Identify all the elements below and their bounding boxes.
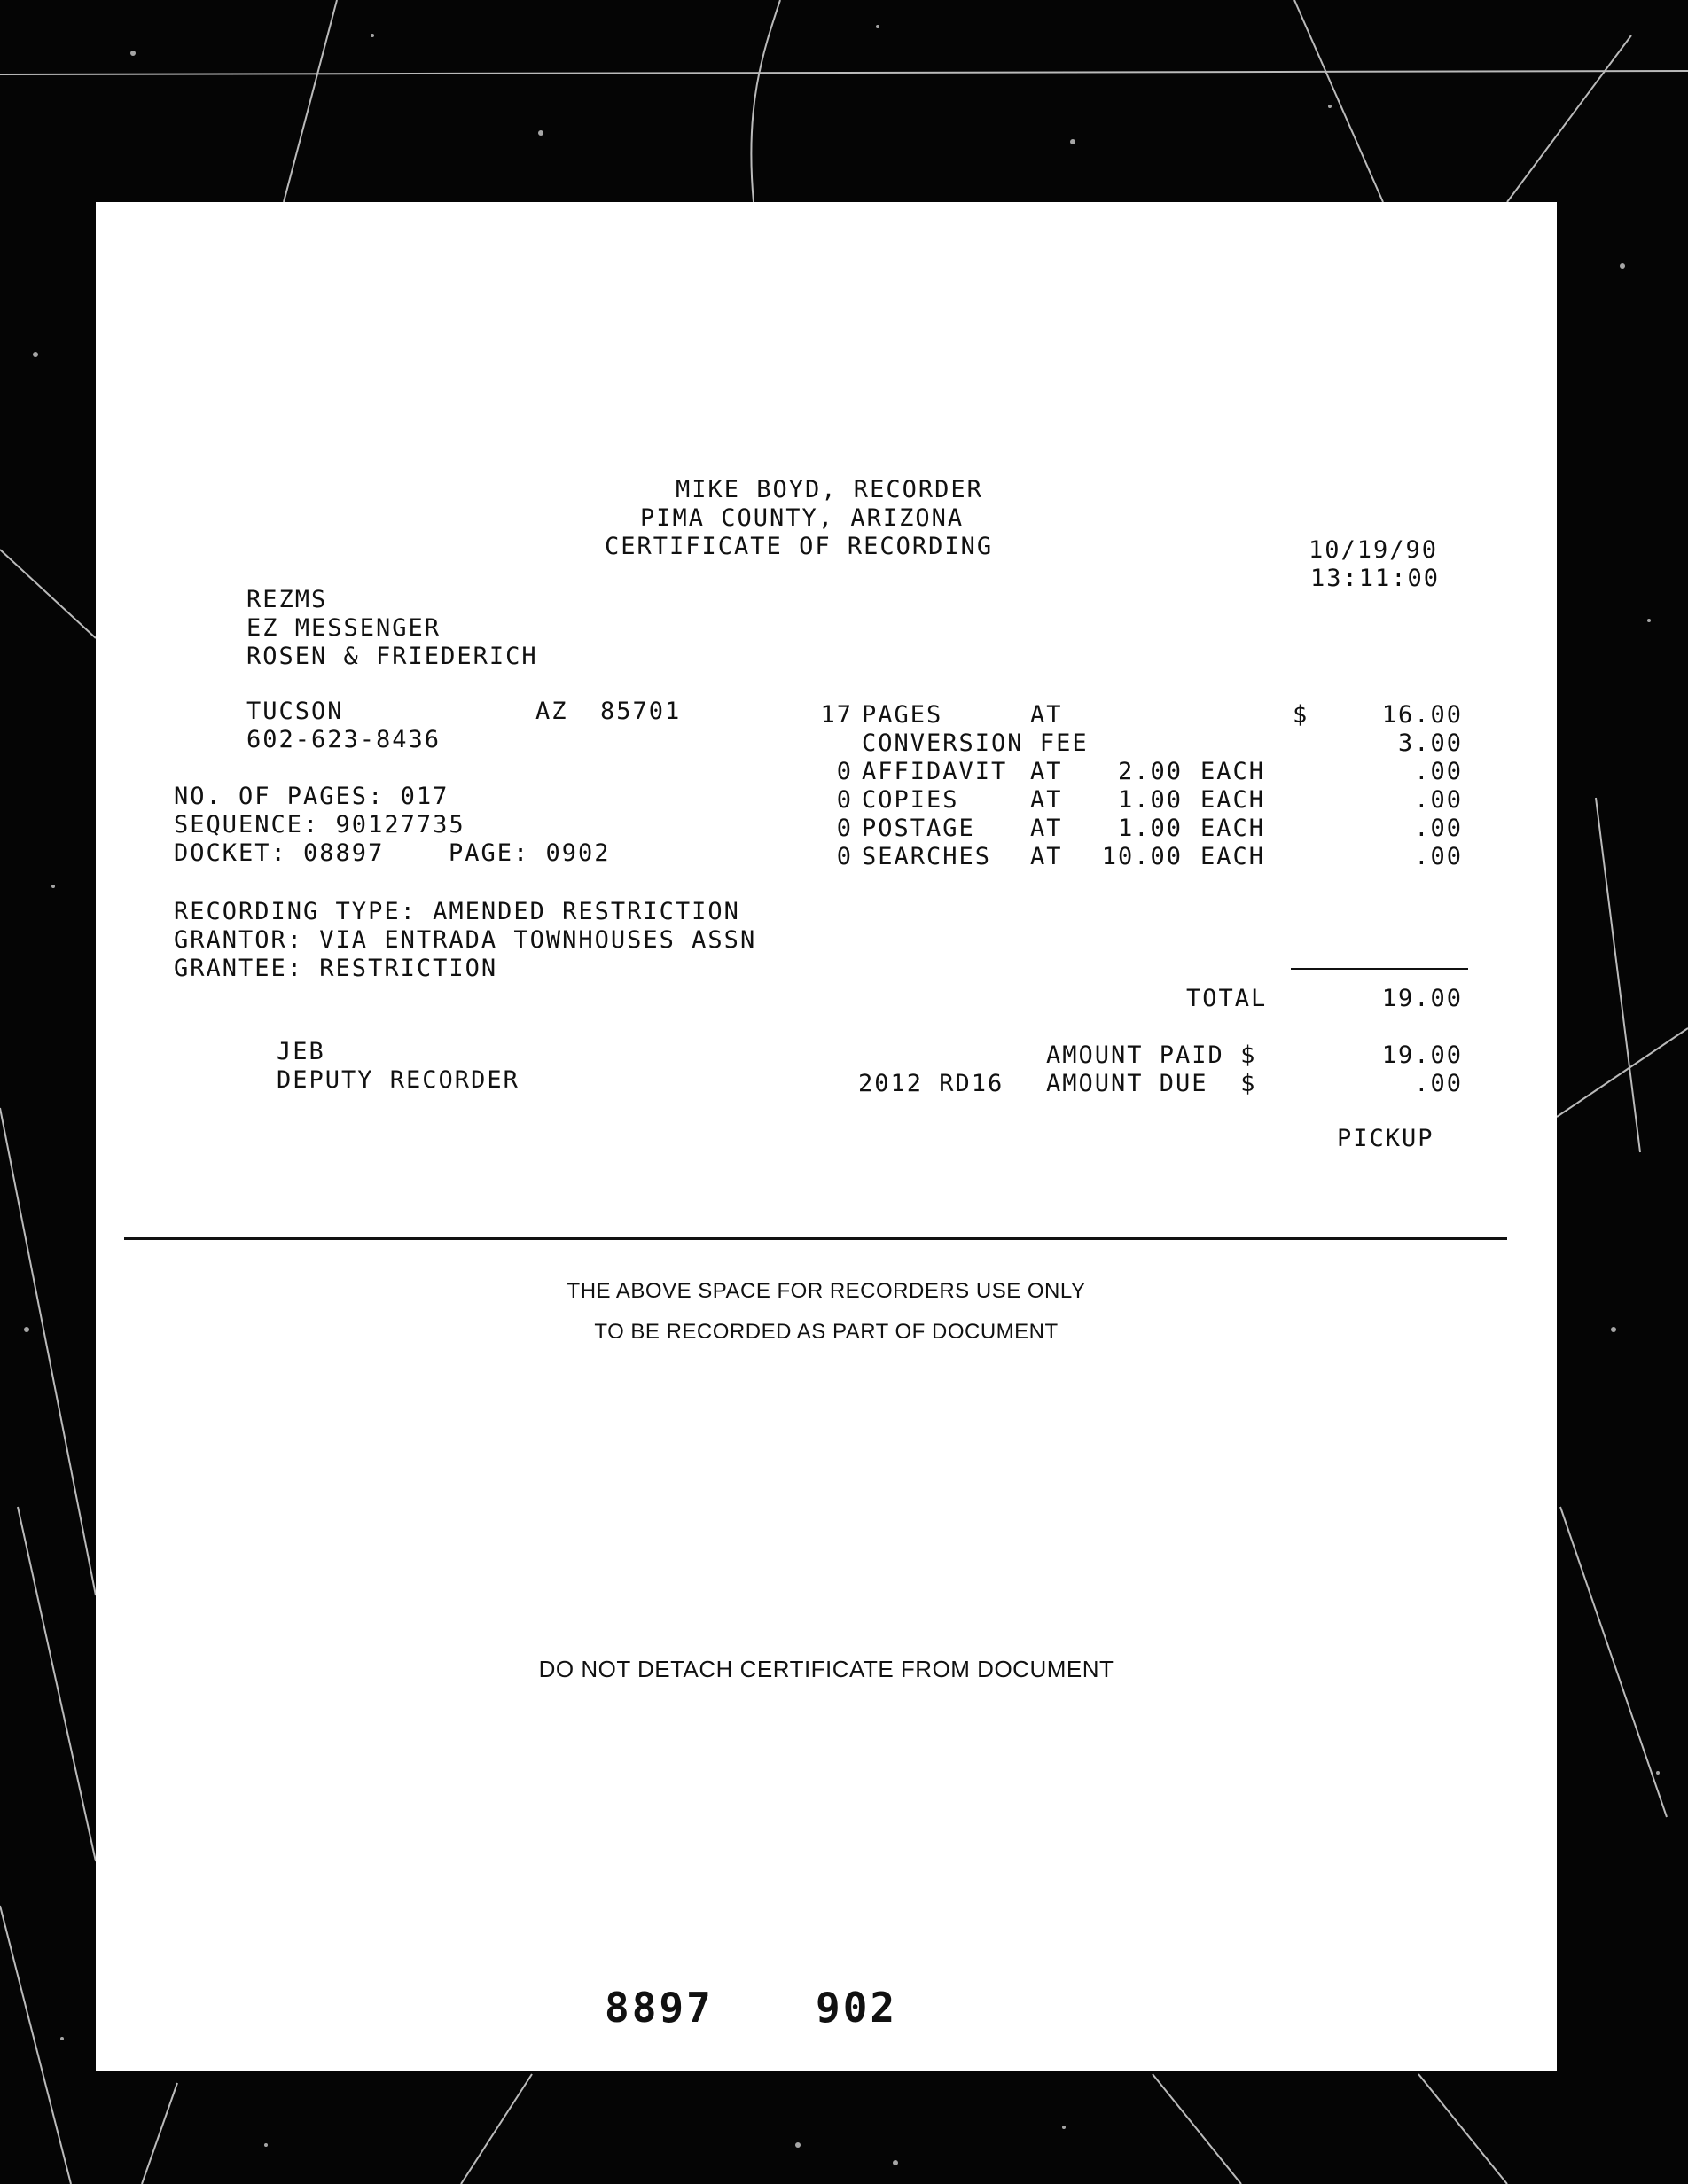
amount-paid-label: AMOUNT PAID $	[1046, 1041, 1257, 1069]
deputy-initials: JEB	[277, 1038, 325, 1065]
amount-due-label: AMOUNT DUE $	[1046, 1070, 1257, 1097]
recording-date: 10/19/90	[1309, 536, 1439, 564]
fee-at: AT	[1030, 815, 1063, 842]
certificate-title: CERTIFICATE OF RECORDING	[605, 533, 994, 560]
fee-item: CONVERSION FEE	[862, 729, 1089, 757]
fee-at: AT	[1030, 786, 1063, 814]
recorders-use-note: THE ABOVE SPACE FOR RECORDERS USE ONLY	[567, 1279, 1086, 1303]
certificate-page	[96, 202, 1557, 2071]
grantee: GRANTEE: RESTRICTION	[174, 955, 498, 982]
page-stamp: 902	[816, 1984, 898, 2032]
addressee-company: EZ MESSENGER	[246, 614, 442, 642]
total-amount: 19.00	[1381, 985, 1463, 1012]
certificate-document	[96, 202, 1557, 2071]
fee-rate: 1.00	[1117, 815, 1183, 842]
fee-rate: 10.00	[1101, 843, 1183, 870]
fee-qty: 0	[836, 843, 853, 870]
fee-rate: 2.00	[1117, 758, 1183, 785]
fee-each: EACH	[1200, 843, 1266, 870]
addressee-code: REZMS	[246, 586, 328, 613]
fee-amount: .00	[1414, 843, 1463, 870]
county-state: PIMA COUNTY, ARIZONA	[640, 504, 965, 532]
fee-item: SEARCHES	[862, 843, 992, 870]
fee-at: AT	[1030, 701, 1063, 729]
grantor: GRANTOR: VIA ENTRADA TOWNHOUSES ASSN	[174, 926, 757, 954]
recorded-part-note: TO BE RECORDED AS PART OF DOCUMENT	[594, 1320, 1059, 1344]
amount-due: .00	[1414, 1070, 1463, 1097]
total-label: TOTAL	[1186, 985, 1268, 1012]
station-code: 2012 RD16	[858, 1070, 1004, 1097]
docket-number: DOCKET: 08897	[174, 839, 385, 867]
fee-amount: .00	[1414, 786, 1463, 814]
recorder-use-divider	[124, 1237, 1507, 1240]
fee-qty: 0	[836, 815, 853, 842]
recorder-name: MIKE BOYD, RECORDER	[676, 476, 983, 503]
docket-stamp: 8897	[605, 1984, 714, 2032]
addressee-state-zip: AZ 85701	[535, 698, 682, 725]
fee-each: EACH	[1200, 786, 1266, 814]
dollar-sign: $	[1293, 701, 1309, 729]
fee-amount: 16.00	[1381, 701, 1463, 729]
fee-at: AT	[1030, 758, 1063, 785]
fee-item: POSTAGE	[862, 815, 975, 842]
fee-each: EACH	[1200, 815, 1266, 842]
fee-amount: .00	[1414, 758, 1463, 785]
fee-amount: 3.00	[1397, 729, 1463, 757]
addressee-attn: ROSEN & FRIEDERICH	[246, 643, 538, 670]
sequence-number: SEQUENCE: 90127735	[174, 811, 465, 838]
fee-item: PAGES	[862, 701, 943, 729]
deputy-title: DEPUTY RECORDER	[277, 1066, 520, 1094]
fee-item: AFFIDAVIT	[862, 758, 1008, 785]
fee-each: EACH	[1200, 758, 1266, 785]
fee-at: AT	[1030, 843, 1063, 870]
fee-amount: .00	[1414, 815, 1463, 842]
recording-type: RECORDING TYPE: AMENDED RESTRICTION	[174, 898, 740, 925]
fee-qty: 0	[836, 786, 853, 814]
amount-paid: 19.00	[1381, 1041, 1463, 1069]
pickup-label: PICKUP	[1337, 1125, 1434, 1152]
addressee-city: TUCSON	[246, 698, 344, 725]
addressee-phone: 602-623-8436	[246, 726, 442, 753]
fee-qty: 17	[820, 701, 853, 729]
fee-rate: 1.00	[1117, 786, 1183, 814]
do-not-detach-note: DO NOT DETACH CERTIFICATE FROM DOCUMENT	[538, 1656, 1114, 1682]
page-number: PAGE: 0902	[449, 839, 611, 867]
total-underline	[1291, 968, 1468, 970]
fee-item: COPIES	[862, 786, 959, 814]
no-of-pages: NO. OF PAGES: 017	[174, 783, 449, 810]
recording-time: 13:11:00	[1310, 565, 1441, 592]
fee-qty: 0	[836, 758, 853, 785]
